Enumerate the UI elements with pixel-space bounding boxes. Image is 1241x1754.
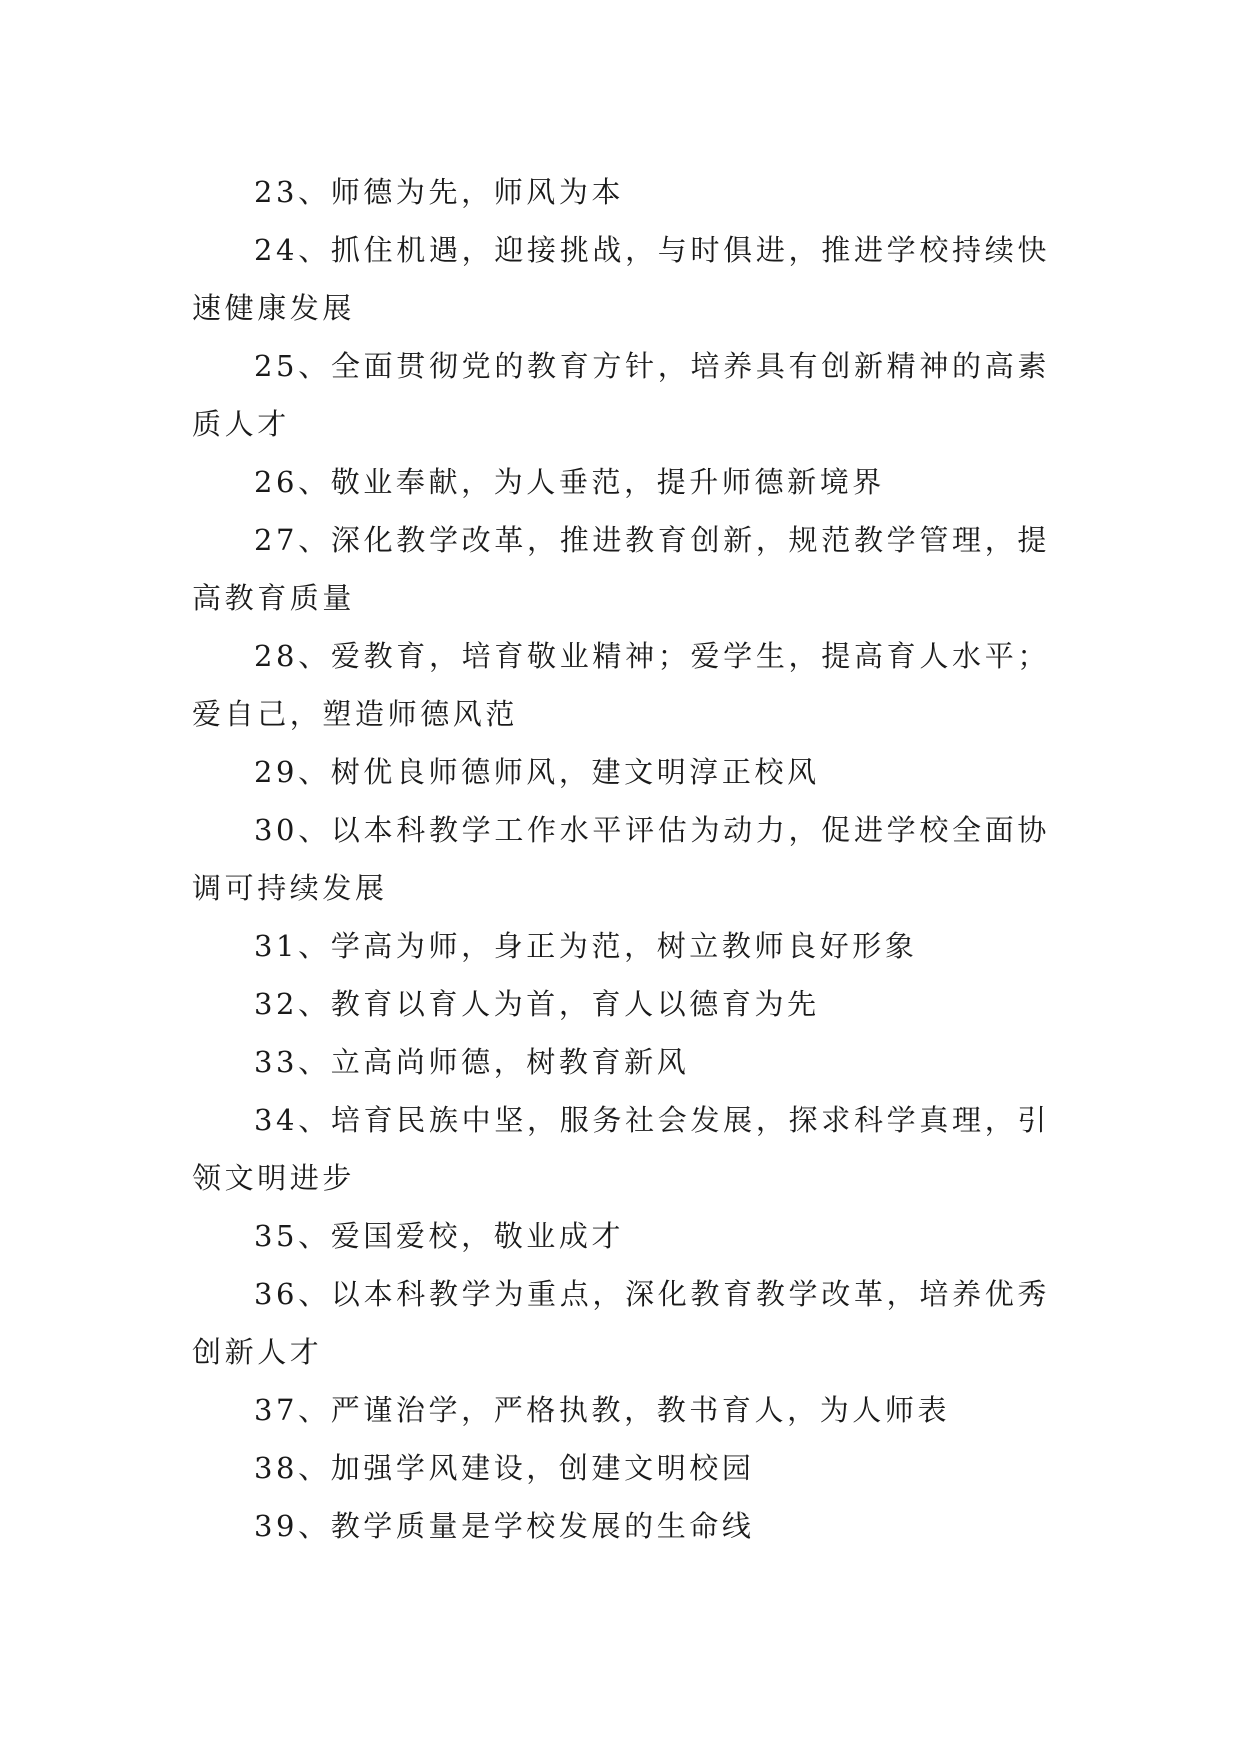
list-item: 31、学高为师，身正为范，树立教师良好形象 [254,929,918,963]
list-item: 35、爱国爱校，敬业成才 [254,1219,625,1253]
list-item: 30、以本科教学工作水平评估为动力，促进学校全面协调可持续发展 [192,813,1050,905]
list-item: 25、全面贯彻党的教育方针，培养具有创新精神的高素质人才 [192,349,1050,441]
list-item: 32、教育以育人为首，育人以德育为先 [254,987,820,1021]
list-item: 38、加强学风建设，创建文明校园 [254,1451,755,1485]
slogan-list [192,163,1050,1555]
list-item: 39、教学质量是学校发展的生命线 [254,1509,755,1543]
list-item: 23、师德为先，师风为本 [254,175,625,209]
list-item: 27、深化教学改革，推进教育创新，规范教学管理，提高教育质量 [192,523,1050,615]
list-item: 36、以本科教学为重点，深化教育教学改革，培养优秀创新人才 [192,1277,1050,1369]
list-item: 24、抓住机遇，迎接挑战，与时俱进，推进学校持续快速健康发展 [192,233,1050,325]
list-item: 33、立高尚师德，树教育新风 [254,1045,690,1079]
list-item: 37、严谨治学，严格执教，教书育人，为人师表 [254,1393,951,1427]
list-item: 29、树优良师德师风，建文明淳正校风 [254,755,820,789]
list-item: 26、敬业奉献，为人垂范，提升师德新境界 [254,465,885,499]
list-item: 28、爱教育，培育敬业精神；爱学生，提高育人水平；爱自己，塑造师德风范 [192,639,1050,731]
list-item: 34、培育民族中坚，服务社会发展，探求科学真理，引领文明进步 [192,1103,1050,1195]
